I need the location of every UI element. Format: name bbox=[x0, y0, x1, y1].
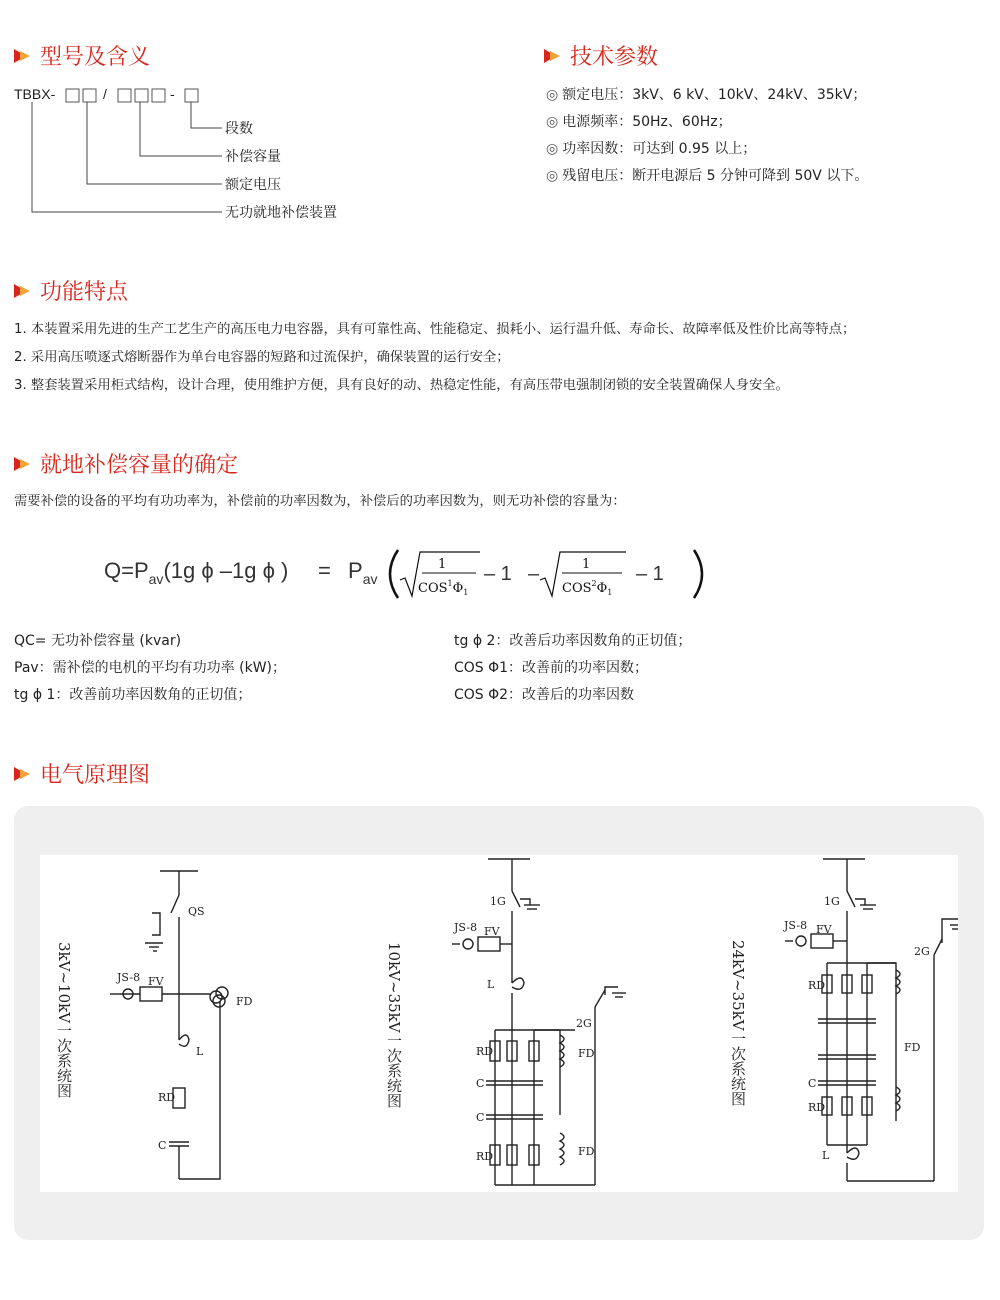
label-c: C bbox=[476, 1111, 485, 1124]
model-code-prefix: TBBX- bbox=[14, 86, 56, 102]
schematic-3 bbox=[785, 859, 958, 1181]
arrow-icon bbox=[542, 47, 564, 65]
label-l: L bbox=[196, 1045, 204, 1058]
tech-param-voltage: ◎ 额定电压：3kV、6 kV、10kV、24kV、35kV； bbox=[546, 87, 867, 103]
section-title-tech: 技术参数 bbox=[542, 40, 658, 71]
diagram-title-2: 10kV~35kV一次系统图 bbox=[385, 942, 403, 1108]
model-label-voltage: 额定电压 bbox=[225, 177, 281, 193]
label-js8: JS-8 bbox=[454, 921, 478, 934]
arrow-icon bbox=[12, 455, 34, 473]
label-fd: FD bbox=[904, 1041, 921, 1054]
label-rd: RD bbox=[808, 979, 826, 992]
legend-qc: QC= 无功补偿容量 (kvar) bbox=[14, 633, 182, 649]
schematic-1 bbox=[110, 871, 228, 1179]
frac-denominator: $COS^2\Phi_1$ bbox=[562, 579, 613, 597]
formula-minus-one: – 1 bbox=[636, 563, 664, 585]
section-title-features: 功能特点 bbox=[12, 275, 128, 306]
tech-param-power-factor: ◎ 功率因数：可达到 0.95 以上； bbox=[546, 141, 757, 157]
label-fv: FV bbox=[816, 923, 832, 936]
arrow-icon bbox=[12, 765, 34, 783]
label-fd: FD bbox=[578, 1047, 595, 1060]
arrow-icon bbox=[12, 47, 34, 65]
legend-tg2: tg ϕ 2：改善后功率因数角的正切值； bbox=[454, 633, 692, 649]
label-c: C bbox=[158, 1139, 167, 1152]
feature-item: 3. 整套装置采用柜式结构，设计合理，使用维护方便，具有良好的动、热稳定性能，有高压带电强制闭锁的安全装置确保人身安全。 bbox=[14, 378, 789, 393]
bullet-icon: ◎ bbox=[546, 168, 559, 184]
model-code-dash: - bbox=[170, 86, 175, 102]
label-fv: FV bbox=[148, 975, 164, 988]
schematic-2 bbox=[452, 859, 626, 1185]
feature-item: 2. 采用高压喷逐式熔断器作为单台电容器的短路和过流保护，确保装置的运行安全； bbox=[14, 350, 510, 365]
formula-minus-one: – 1 bbox=[484, 563, 512, 585]
tech-param-frequency: ◎ 电源频率：50Hz、60Hz； bbox=[546, 114, 732, 130]
label-rd: RD bbox=[808, 1101, 826, 1114]
section-title-model: 型号及含义 bbox=[12, 40, 150, 71]
diagram-title-3: 24kV~35kV一次系统图 bbox=[729, 940, 747, 1106]
label-c: C bbox=[808, 1077, 817, 1090]
label-2g: 2G bbox=[576, 1017, 592, 1030]
model-label-segments: 段数 bbox=[225, 121, 253, 137]
label-js8: JS-8 bbox=[784, 919, 808, 932]
bullet-icon: ◎ bbox=[546, 87, 559, 103]
label-rd: RD bbox=[476, 1150, 494, 1163]
model-label-capacity: 补偿容量 bbox=[225, 149, 281, 165]
legend-cos2: COS Φ2：改善后的功率因数 bbox=[454, 687, 635, 703]
label-2g: 2G bbox=[914, 945, 930, 958]
frac-numerator: 1 bbox=[582, 557, 591, 572]
bullet-icon: ◎ bbox=[546, 141, 559, 157]
section-title-diagram: 电气原理图 bbox=[12, 758, 150, 789]
formula-equals: = bbox=[318, 558, 331, 583]
label-l: L bbox=[822, 1149, 830, 1162]
arrow-icon bbox=[12, 282, 34, 300]
capacity-formula bbox=[100, 540, 720, 615]
paren-left bbox=[390, 550, 398, 598]
feature-list bbox=[14, 316, 855, 400]
label-fd: FD bbox=[578, 1145, 595, 1158]
model-code-slash: / bbox=[103, 86, 107, 102]
tech-param-list bbox=[546, 82, 868, 190]
label-1g: 1G bbox=[490, 895, 506, 908]
label-fv: FV bbox=[484, 925, 500, 938]
label-js8: JS-8 bbox=[117, 971, 141, 984]
formula-minus: – bbox=[528, 563, 540, 585]
label-qs: QS bbox=[188, 905, 205, 918]
frac-numerator: 1 bbox=[438, 557, 447, 572]
label-1g: 1G bbox=[824, 895, 840, 908]
legend-tg1: tg ϕ 1：改善前功率因数角的正切值； bbox=[14, 687, 252, 703]
legend-pav: Pav：需补偿的电机的平均有功功率 (kW)； bbox=[14, 660, 287, 676]
label-rd: RD bbox=[476, 1045, 494, 1058]
bullet-icon: ◎ bbox=[546, 114, 559, 130]
schematics bbox=[40, 855, 958, 1192]
label-l: L bbox=[487, 978, 495, 991]
formula-lhs: $Q=P_{av}(1g$ ϕ –1g ϕ ) bbox=[104, 558, 289, 587]
feature-item: 1. 本装置采用先进的生产工艺生产的高压电力电容器，具有可靠性高、性能稳定、损耗小、运行温升低、寿命长、故障率低及性价比高等特点； bbox=[14, 322, 856, 337]
diagram-title-1: 3kV~10kV一次系统图 bbox=[55, 942, 73, 1099]
section-title-capacity: 就地补偿容量的确定 bbox=[12, 448, 238, 479]
formula-rhs-p: $P_{av}$ bbox=[348, 558, 378, 587]
model-label-device: 无功就地补偿装置 bbox=[225, 205, 337, 221]
frac-denominator: $COS^1\Phi_1$ bbox=[418, 579, 469, 597]
paren-right bbox=[694, 550, 702, 598]
tech-param-residual-voltage: ◎ 残留电压：断开电源后 5 分钟可降到 50V 以下。 bbox=[546, 168, 869, 184]
capacity-intro: 需要补偿的设备的平均有功功率为，补偿前的功率因数为，补偿后的功率因数为，则无功补偿的容量为： bbox=[14, 494, 626, 509]
label-fd: FD bbox=[236, 995, 253, 1008]
legend-cos1: COS Φ1：改善前的功率因数； bbox=[454, 660, 649, 676]
formula-graphic bbox=[100, 540, 720, 610]
label-rd: RD bbox=[158, 1091, 176, 1104]
label-c: C bbox=[476, 1077, 485, 1090]
